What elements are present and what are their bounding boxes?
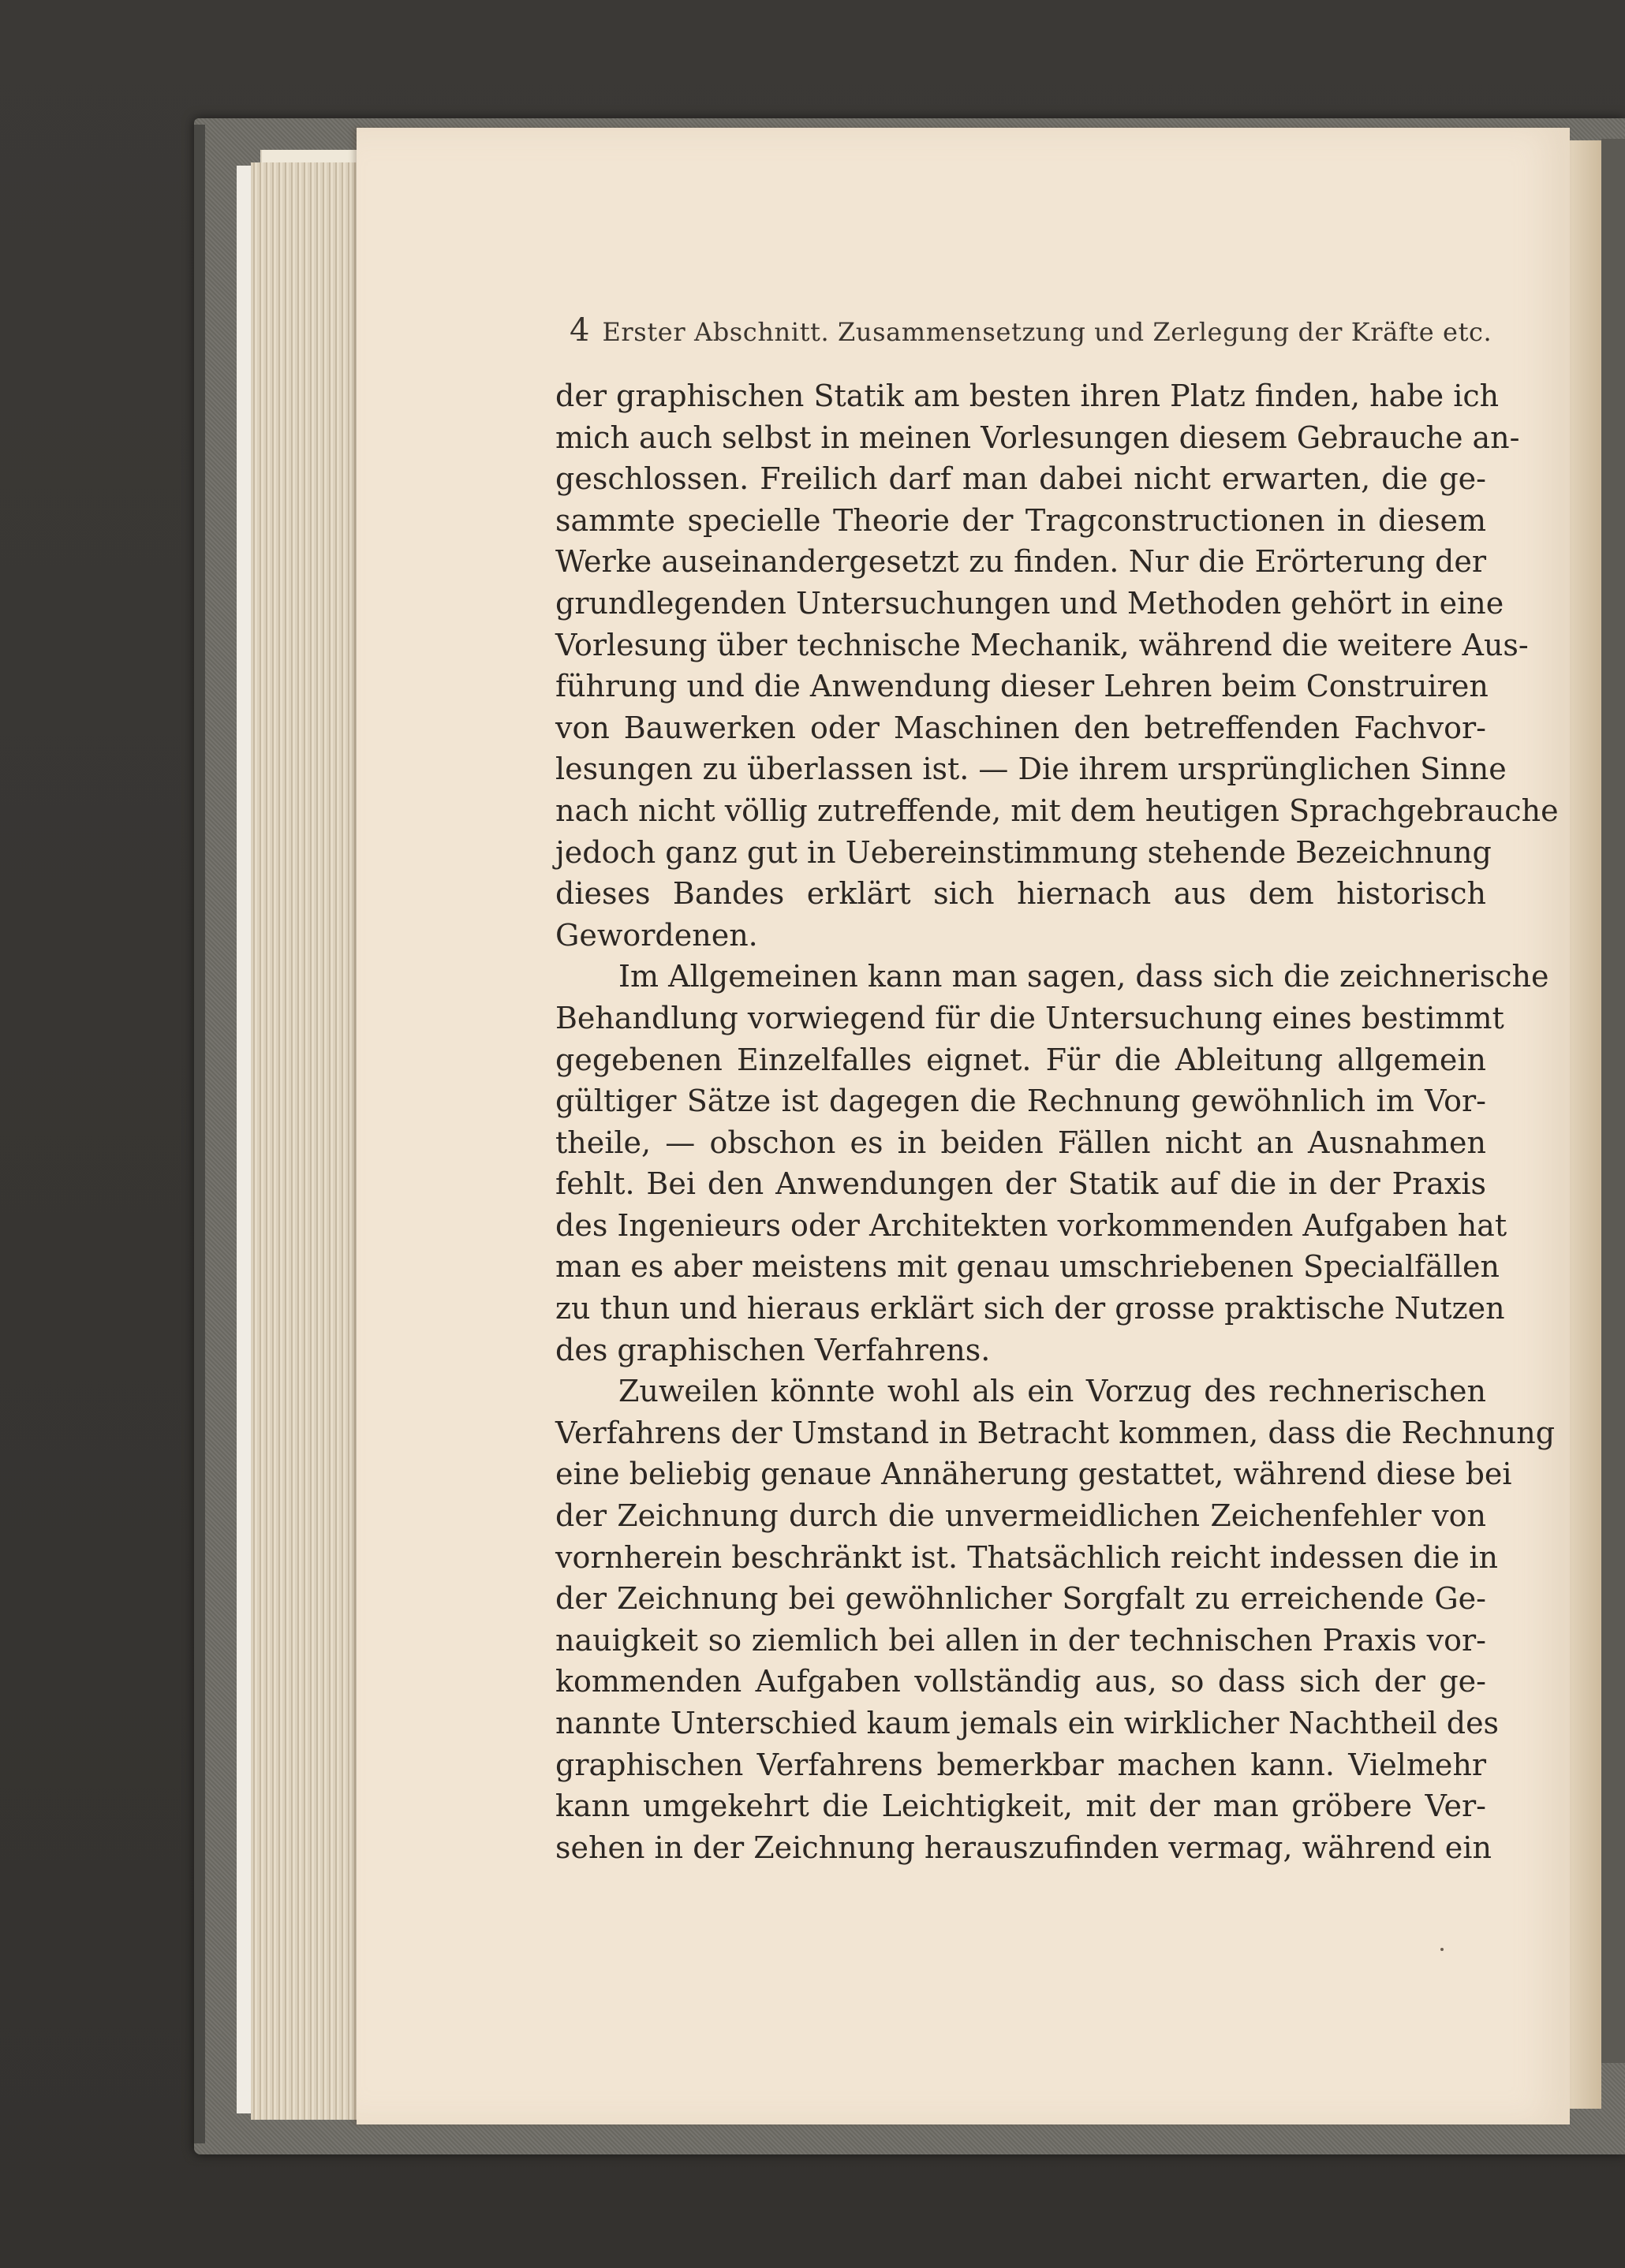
text-line: nannte Unterschied kaum jemals ein wirklicher Nachtheil des bbox=[555, 1706, 1500, 1740]
text-line: der Zeichnung durch die unvermeidlichen Zeichenfehler von bbox=[555, 1498, 1486, 1534]
text-line: vornherein beschränkt ist. Thatsächlich reicht indessen die in bbox=[555, 1539, 1498, 1575]
text-line: dieses Bandes erklärt sich hiernach aus dem historisch bbox=[555, 876, 1486, 912]
text-line: eine beliebig genaue Annäherung gestattet, während diese bei bbox=[555, 1457, 1512, 1492]
text-line: theile, — obschon es in beiden Fällen nicht an Ausnahmen bbox=[555, 1125, 1486, 1160]
text-line: kann umgekehrt die Leichtigkeit, mit der man gröbere Ver- bbox=[555, 1789, 1486, 1824]
text-line: zu thun und hieraus erklärt sich der grosse praktische Nutzen bbox=[555, 1291, 1505, 1326]
page-number: 4 bbox=[570, 312, 590, 349]
text-line: Zuweilen könnte wohl als ein Vorzug des rechnerischen bbox=[618, 1374, 1486, 1409]
page-edges bbox=[251, 162, 361, 2120]
text-line: gültiger Sätze ist dagegen die Rechnung gewöhnlich im Vor- bbox=[555, 1084, 1486, 1119]
text-line: kommenden Aufgaben vollständig aus, so dass sich der ge- bbox=[555, 1664, 1486, 1699]
text-line: nauigkeit so ziemlich bei allen in der technischen Praxis vor- bbox=[555, 1622, 1486, 1658]
text-line: Vorlesung über technische Mechanik, während die weitere Aus- bbox=[555, 627, 1529, 662]
text-line: des graphischen Verfahrens. bbox=[555, 1332, 991, 1367]
text-line: grundlegenden Untersuchungen und Methoden gehört in eine bbox=[555, 585, 1504, 621]
running-head-title: Erster Abschnitt. Zusammensetzung und Zerlegung der Kräfte etc. bbox=[602, 317, 1492, 347]
paper-speck bbox=[1440, 1948, 1444, 1951]
text-line: Behandlung vorwiegend für die Untersuchung eines bestimmt bbox=[555, 1000, 1504, 1035]
running-head bbox=[570, 312, 1492, 349]
text-line: der graphischen Statik am besten ihren Platz finden, habe ich bbox=[555, 379, 1500, 413]
text-line: graphischen Verfahrens bemerkbar machen kann. Vielmehr bbox=[555, 1747, 1486, 1782]
text-line: jedoch ganz gut in Uebereinstimmung stehende Bezeichnung bbox=[555, 834, 1492, 870]
text-line: Gewordenen. bbox=[555, 917, 758, 953]
text-line: führung und die Anwendung dieser Lehren beim Construiren bbox=[555, 669, 1489, 704]
book-cover-rim bbox=[1601, 139, 1625, 2063]
body-text bbox=[555, 375, 1559, 1868]
text-line: gegebenen Einzelfalles eignet. Für die Ableitung allgemein bbox=[555, 1042, 1486, 1077]
text-line: man es aber meistens mit genau umschriebenen Specialfällen bbox=[555, 1249, 1500, 1285]
text-line: lesungen zu überlassen ist. — Die ihrem ursprünglichen Sinne bbox=[555, 752, 1507, 787]
text-line: fehlt. Bei den Anwendungen der Statik auf die in der Praxis bbox=[555, 1166, 1486, 1202]
text-line: Im Allgemeinen kann man sagen, dass sich die zeichnerische bbox=[618, 959, 1549, 994]
text-line: des Ingenieurs oder Architekten vorkommenden Aufgaben hat bbox=[555, 1207, 1507, 1243]
text-line: sammte specielle Theorie der Tragconstructionen in diesem bbox=[555, 502, 1486, 538]
text-line: mich auch selbst in meinen Vorlesungen diesem Gebrauche an- bbox=[555, 420, 1520, 455]
text-line: Werke auseinandergesetzt zu finden. Nur die Erörterung der bbox=[555, 544, 1486, 580]
text-line: geschlossen. Freilich darf man dabei nicht erwarten, die ge- bbox=[555, 461, 1486, 497]
text-line: sehen in der Zeichnung herauszufinden vermag, während ein bbox=[555, 1830, 1492, 1865]
page-right-edge bbox=[1570, 140, 1601, 2109]
book-cover-edge bbox=[194, 125, 205, 2143]
text-line: Verfahrens der Umstand in Betracht kommen, dass die Rechnung bbox=[555, 1415, 1556, 1450]
text-line: der Zeichnung bei gewöhnlicher Sorgfalt zu erreichende Ge- bbox=[555, 1581, 1486, 1617]
text-line: von Bauwerken oder Maschinen den betreffenden Fachvor- bbox=[555, 710, 1486, 745]
text-line: nach nicht völlig zutreffende, mit dem heutigen Sprachgebrauche bbox=[555, 793, 1559, 828]
